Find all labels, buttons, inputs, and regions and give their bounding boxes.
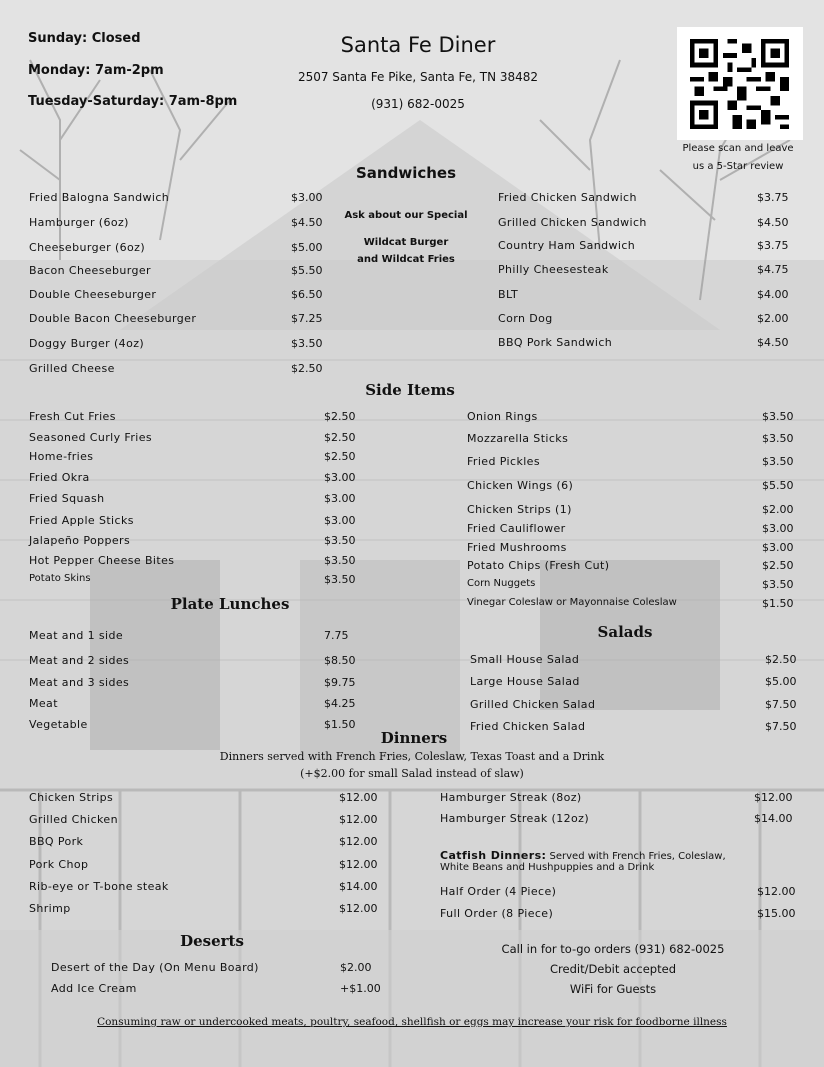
- menu-item-name: Bacon Cheeseburger: [29, 264, 151, 277]
- menu-item-name: Double Cheeseburger: [29, 288, 157, 301]
- menu-item-price: +$1.00: [340, 982, 381, 995]
- menu-item-price: $2.00: [757, 312, 789, 325]
- menu-item-name: Fried Okra: [29, 471, 90, 484]
- menu-item-name: Chicken Strips (1): [467, 503, 572, 516]
- menu-item-name: Fried Chicken Sandwich: [498, 191, 637, 204]
- menu-item-name: Meat: [29, 697, 58, 710]
- menu-item-price: $12.00: [339, 858, 378, 871]
- hours-sunday: Sunday: Closed: [28, 31, 141, 46]
- menu-item-name: Fresh Cut Fries: [29, 410, 116, 423]
- menu-item-name: Hamburger (6oz): [29, 216, 129, 229]
- menu-item-name: Philly Cheesesteak: [498, 263, 609, 276]
- menu-item-price: $3.50: [762, 410, 794, 423]
- menu-item-name: Fried Pickles: [467, 455, 540, 468]
- menu-item-name: Fried Balogna Sandwich: [29, 191, 170, 204]
- menu-item-name: Fried Apple Sticks: [29, 514, 134, 527]
- menu-item-name: Grilled Chicken Sandwich: [498, 216, 647, 229]
- menu-item-price: $12.00: [339, 902, 378, 915]
- menu-item-price: $3.50: [762, 455, 794, 468]
- menu-item-price: $3.50: [324, 534, 356, 547]
- to-go-orders-info: Call in for to-go orders (931) 682-0025: [501, 942, 725, 956]
- menu-item-name: Desert of the Day (On Menu Board): [51, 961, 259, 974]
- menu-item-name: Hamburger Streak (8oz): [440, 791, 582, 804]
- qr-code-icon[interactable]: [677, 27, 803, 140]
- deserts-heading: Deserts: [180, 932, 244, 950]
- catfish-note-2: White Beans and Hushpuppies and a Drink: [440, 862, 655, 873]
- menu-item-price: $12.00: [339, 813, 378, 826]
- menu-item-price: $1.50: [762, 597, 794, 610]
- menu-item-price: $2.50: [291, 362, 323, 375]
- sandwiches-heading: Sandwiches: [355, 164, 457, 182]
- menu-item-name: Hamburger Streak (12oz): [440, 812, 590, 825]
- menu-item-price: $3.75: [757, 239, 789, 252]
- menu-item-price: $12.00: [339, 835, 378, 848]
- menu-item-name: Rib-eye or T-bone steak: [29, 880, 169, 893]
- special-note-2: Wildcat Burger: [363, 237, 449, 248]
- menu-item-name: Hot Pepper Cheese Bites: [29, 554, 175, 567]
- menu-item-name: Fried Squash: [29, 492, 105, 505]
- menu-item-price: $1.50: [324, 718, 356, 731]
- menu-item-name: Seasoned Curly Fries: [29, 431, 153, 444]
- menu-item-price: $12.00: [339, 791, 378, 804]
- menu-item-name: Doggy Burger (4oz): [29, 337, 145, 350]
- restaurant-title: Santa Fe Diner: [340, 33, 496, 57]
- menu-item-price: $3.50: [762, 432, 794, 445]
- catfish-note: [440, 844, 726, 863]
- menu-item-price: $3.00: [324, 492, 356, 505]
- catfish-note-1: Served with French Fries, Coleslaw,: [546, 851, 726, 862]
- menu-item-price: $7.50: [765, 720, 797, 733]
- menu-item-name: Double Bacon Cheeseburger: [29, 312, 197, 325]
- menu-item-price: $15.00: [757, 907, 796, 920]
- menu-item-price: $3.50: [324, 573, 356, 586]
- menu-item-price: $3.00: [291, 191, 323, 204]
- menu-item-price: $9.75: [324, 676, 356, 689]
- side-items-heading: Side Items: [365, 381, 455, 399]
- menu-item-name: Meat and 2 sides: [29, 654, 130, 667]
- menu-item-price: $5.50: [291, 264, 323, 277]
- menu-item-price: $2.00: [762, 503, 794, 516]
- menu-item-price: $14.00: [754, 812, 793, 825]
- qr-caption-2: us a 5-Star review: [692, 161, 784, 172]
- menu-item-name: Full Order (8 Piece): [440, 907, 554, 920]
- menu-item-name: Half Order (4 Piece): [440, 885, 557, 898]
- menu-item-price: $2.50: [324, 450, 356, 463]
- menu-item-name: Fried Cauliflower: [467, 522, 566, 535]
- menu-item-name: Chicken Strips: [29, 791, 114, 804]
- menu-item-price: $3.50: [324, 554, 356, 567]
- menu-item-price: $12.00: [754, 791, 793, 804]
- menu-item-name: Corn Nuggets: [467, 578, 536, 589]
- menu-item-name: Home-fries: [29, 450, 94, 463]
- payment-info: Credit/Debit accepted: [549, 962, 677, 976]
- restaurant-phone: (931) 682-0025: [371, 97, 465, 111]
- menu-item-price: $4.25: [324, 697, 356, 710]
- hours-tue-sat: Tuesday-Saturday: 7am-8pm: [28, 94, 238, 109]
- catfish-heading: Catfish Dinners:: [440, 849, 547, 862]
- menu-item-price: $2.00: [340, 961, 372, 974]
- restaurant-address: 2507 Santa Fe Pike, Santa Fe, TN 38482: [297, 70, 539, 84]
- menu-item-price: $3.00: [324, 514, 356, 527]
- menu-item-price: $3.50: [762, 578, 794, 591]
- menu-item-price: $2.50: [324, 410, 356, 423]
- menu-item-price: $5.50: [762, 479, 794, 492]
- special-note-1: Ask about our Special: [344, 210, 468, 221]
- menu-item-price: $3.75: [757, 191, 789, 204]
- menu-item-price: $4.50: [757, 216, 789, 229]
- qr-caption-1: Please scan and leave: [682, 143, 794, 154]
- menu-item-price: $2.50: [762, 559, 794, 572]
- menu-item-name: Pork Chop: [29, 858, 89, 871]
- menu-item-name: Potato Skins: [29, 573, 91, 584]
- dinners-note-1: Dinners served with French Fries, Coleslaw, Texas Toast and a Drink: [219, 750, 605, 763]
- menu-item-price: $3.00: [324, 471, 356, 484]
- menu-item-name: Grilled Chicken: [29, 813, 118, 826]
- menu-item-name: Corn Dog: [498, 312, 553, 325]
- menu-item-name: Small House Salad: [470, 653, 580, 666]
- menu-item-name: Fried Mushrooms: [467, 541, 567, 554]
- menu-item-price: $12.00: [757, 885, 796, 898]
- menu-item-name: Jalapeño Poppers: [29, 534, 131, 547]
- menu-item-name: Large House Salad: [470, 675, 580, 688]
- menu-item-name: Shrimp: [29, 902, 71, 915]
- menu-item-price: $3.50: [291, 337, 323, 350]
- menu-item-price: 7.75: [324, 629, 349, 642]
- menu-item-name: Chicken Wings (6): [467, 479, 574, 492]
- menu-item-price: $3.00: [762, 541, 794, 554]
- menu-item-name: Potato Chips (Fresh Cut): [467, 559, 610, 572]
- menu-item-price: $5.00: [291, 241, 323, 254]
- menu-item-name: BBQ Pork: [29, 835, 84, 848]
- menu-item-name: Vinegar Coleslaw or Mayonnaise Coleslaw: [467, 597, 677, 608]
- menu-item-name: Cheeseburger (6oz): [29, 241, 146, 254]
- menu-item-price: $2.50: [324, 431, 356, 444]
- menu-item-price: $7.50: [765, 698, 797, 711]
- menu-item-name: Grilled Cheese: [29, 362, 115, 375]
- menu-item-price: $3.00: [762, 522, 794, 535]
- salads-heading: Salads: [597, 623, 653, 641]
- menu-item-name: Fried Chicken Salad: [470, 720, 586, 733]
- special-note-3: and Wildcat Fries: [357, 254, 455, 265]
- menu-item-price: $5.00: [765, 675, 797, 688]
- menu-item-name: Onion Rings: [467, 410, 538, 423]
- menu-item-price: $14.00: [339, 880, 378, 893]
- menu-item-name: Meat and 3 sides: [29, 676, 130, 689]
- menu-item-name: Meat and 1 side: [29, 629, 124, 642]
- menu-item-name: Country Ham Sandwich: [498, 239, 636, 252]
- menu-item-price: $4.00: [757, 288, 789, 301]
- menu-item-name: BLT: [498, 288, 519, 301]
- plate-lunches-heading: Plate Lunches: [170, 595, 290, 613]
- menu-item-name: Mozzarella Sticks: [467, 432, 569, 445]
- menu-item-price: $6.50: [291, 288, 323, 301]
- menu-item-price: $2.50: [765, 653, 797, 666]
- menu-item-price: $4.75: [757, 263, 789, 276]
- food-safety-disclaimer: Consuming raw or undercooked meats, poultry, seafood, shellfish or eggs may increase your risk for foodborne illness: [97, 1016, 727, 1028]
- menu-item-name: Grilled Chicken Salad: [470, 698, 596, 711]
- wifi-info: WiFi for Guests: [569, 982, 657, 996]
- menu-item-price: $4.50: [291, 216, 323, 229]
- dinners-note-2: (+$2.00 for small Salad instead of slaw): [300, 767, 524, 780]
- menu-item-name: BBQ Pork Sandwich: [498, 336, 613, 349]
- hours-monday: Monday: 7am-2pm: [28, 63, 164, 78]
- menu-item-price: $7.25: [291, 312, 323, 325]
- menu-item-name: Add Ice Cream: [51, 982, 137, 995]
- menu-item-price: $8.50: [324, 654, 356, 667]
- dinners-heading: Dinners: [380, 729, 448, 747]
- menu-item-price: $4.50: [757, 336, 789, 349]
- menu-item-name: Vegetable: [29, 718, 88, 731]
